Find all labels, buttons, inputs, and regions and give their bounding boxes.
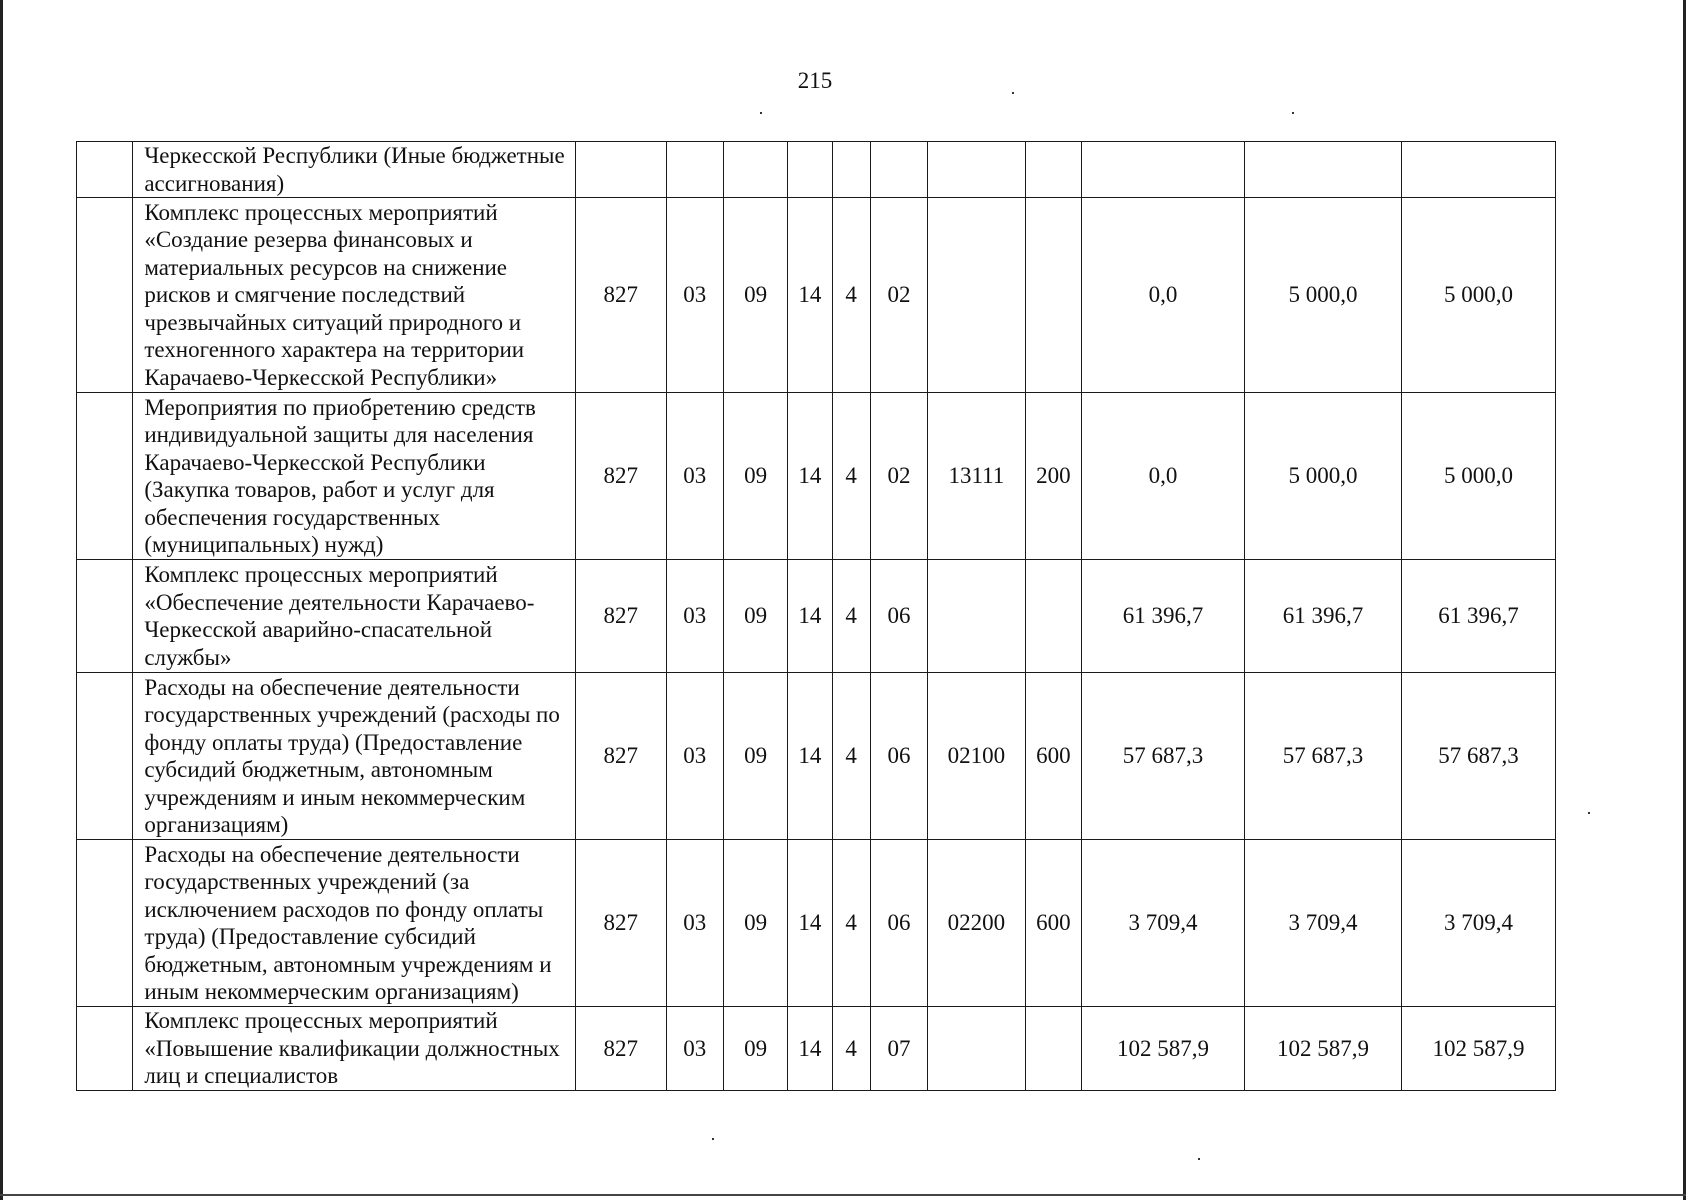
pr-cell: 09 — [723, 198, 787, 393]
amount-year2-cell: 102 587,9 — [1245, 1007, 1402, 1091]
table-row — [77, 198, 1556, 393]
table-row — [77, 142, 1556, 198]
description-cell: Мероприятия по приобретению средств индивидуальной защиты для населения Карачаево-Черкесской Республики (Закупка товаров, работ и услуг для обеспечения государственных (муниципальных) нужд) — [133, 393, 576, 560]
vr-cell — [1025, 142, 1081, 198]
vr-cell: 600 — [1025, 673, 1081, 840]
csr-type-cell: 4 — [832, 198, 870, 393]
csr-complex-cell: 06 — [870, 560, 927, 673]
grbs-cell — [576, 142, 667, 198]
csr-program-cell: 14 — [788, 560, 832, 673]
page-bottom-edge — [0, 1194, 1686, 1196]
csr-program-cell — [788, 142, 832, 198]
csr-complex-cell: 06 — [870, 840, 927, 1007]
table-row — [77, 560, 1556, 673]
csr-direction-cell — [928, 198, 1026, 393]
description-cell: Комплекс процессных мероприятий «Создание резерва финансовых и материальных ресурсов на снижение рисков и смягчение последствий чрезвычайных ситуаций природного и техногенного характера на территории Карачаево-Черкесской Республики» — [133, 198, 576, 393]
amount-year2-cell: 5 000,0 — [1245, 198, 1402, 393]
amount-year2-cell: 5 000,0 — [1245, 393, 1402, 560]
table-row — [77, 840, 1556, 1007]
csr-program-cell: 14 — [788, 198, 832, 393]
amount-year1-cell: 57 687,3 — [1082, 673, 1245, 840]
pr-cell — [723, 142, 787, 198]
scan-speck — [1292, 112, 1294, 114]
row-number-cell — [77, 560, 133, 673]
scan-speck — [760, 112, 762, 114]
amount-year1-cell: 0,0 — [1082, 198, 1245, 393]
pr-cell: 09 — [723, 1007, 787, 1091]
row-number-cell — [77, 142, 133, 198]
csr-program-cell: 14 — [788, 393, 832, 560]
csr-direction-cell: 13111 — [928, 393, 1026, 560]
amount-year1-cell: 0,0 — [1082, 393, 1245, 560]
row-number-cell — [77, 198, 133, 393]
csr-direction-cell — [928, 1007, 1026, 1091]
page-number: 215 — [797, 68, 833, 93]
csr-type-cell: 4 — [832, 560, 870, 673]
scan-speck — [1012, 92, 1014, 94]
rz-cell: 03 — [666, 840, 723, 1007]
amount-year2-cell — [1245, 142, 1402, 198]
table-row — [77, 1007, 1556, 1091]
description-cell: Расходы на обеспечение деятельности государственных учреждений (расходы по фонду оплаты труда) (Предоставление субсидий бюджетным, автономным учреждениям и иным некоммерческим организациям) — [133, 673, 576, 840]
grbs-cell: 827 — [576, 840, 667, 1007]
amount-year1-cell: 102 587,9 — [1082, 1007, 1245, 1091]
amount-year3-cell: 5 000,0 — [1401, 393, 1555, 560]
pr-cell: 09 — [723, 393, 787, 560]
scan-speck — [712, 1138, 714, 1140]
description-cell: Комплекс процессных мероприятий «Повышение квалификации должностных лиц и специалистов — [133, 1007, 576, 1091]
csr-complex-cell — [870, 142, 927, 198]
amount-year2-cell: 61 396,7 — [1245, 560, 1402, 673]
rz-cell: 03 — [666, 1007, 723, 1091]
rz-cell: 03 — [666, 560, 723, 673]
csr-type-cell: 4 — [832, 840, 870, 1007]
amount-year3-cell — [1401, 142, 1555, 198]
pr-cell: 09 — [723, 840, 787, 1007]
rz-cell — [666, 142, 723, 198]
csr-type-cell: 4 — [832, 673, 870, 840]
amount-year2-cell: 57 687,3 — [1245, 673, 1402, 840]
grbs-cell: 827 — [576, 198, 667, 393]
row-number-cell — [77, 1007, 133, 1091]
csr-direction-cell: 02100 — [928, 673, 1026, 840]
page-right-edge — [1683, 0, 1686, 1200]
csr-program-cell: 14 — [788, 1007, 832, 1091]
amount-year3-cell: 3 709,4 — [1401, 840, 1555, 1007]
amount-year1-cell: 3 709,4 — [1082, 840, 1245, 1007]
csr-type-cell: 4 — [832, 393, 870, 560]
csr-type-cell — [832, 142, 870, 198]
vr-cell — [1025, 198, 1081, 393]
amount-year1-cell: 61 396,7 — [1082, 560, 1245, 673]
pr-cell: 09 — [723, 560, 787, 673]
amount-year1-cell — [1082, 142, 1245, 198]
row-number-cell — [77, 840, 133, 1007]
amount-year2-cell: 3 709,4 — [1245, 840, 1402, 1007]
budget-table — [76, 141, 1556, 1091]
grbs-cell: 827 — [576, 1007, 667, 1091]
csr-program-cell: 14 — [788, 840, 832, 1007]
scan-speck — [1198, 1158, 1200, 1160]
amount-year3-cell: 57 687,3 — [1401, 673, 1555, 840]
csr-program-cell: 14 — [788, 673, 832, 840]
row-number-cell — [77, 673, 133, 840]
table-row — [77, 393, 1556, 560]
csr-complex-cell: 07 — [870, 1007, 927, 1091]
csr-complex-cell: 02 — [870, 393, 927, 560]
vr-cell — [1025, 1007, 1081, 1091]
rz-cell: 03 — [666, 393, 723, 560]
grbs-cell: 827 — [576, 560, 667, 673]
csr-direction-cell — [928, 142, 1026, 198]
vr-cell — [1025, 560, 1081, 673]
csr-direction-cell: 02200 — [928, 840, 1026, 1007]
amount-year3-cell: 61 396,7 — [1401, 560, 1555, 673]
rz-cell: 03 — [666, 198, 723, 393]
row-number-cell — [77, 393, 133, 560]
page-left-edge — [0, 0, 3, 1200]
csr-complex-cell: 06 — [870, 673, 927, 840]
grbs-cell: 827 — [576, 673, 667, 840]
scan-speck — [1588, 812, 1590, 814]
vr-cell: 600 — [1025, 840, 1081, 1007]
csr-direction-cell — [928, 560, 1026, 673]
grbs-cell: 827 — [576, 393, 667, 560]
amount-year3-cell: 5 000,0 — [1401, 198, 1555, 393]
pr-cell: 09 — [723, 673, 787, 840]
rz-cell: 03 — [666, 673, 723, 840]
description-cell: Расходы на обеспечение деятельности государственных учреждений (за исключением расходов по фонду оплаты труда) (Предоставление субсидий бюджетным, автономным учреждениям и иным некоммерческим организациям) — [133, 840, 576, 1007]
csr-complex-cell: 02 — [870, 198, 927, 393]
vr-cell: 200 — [1025, 393, 1081, 560]
description-cell: Черкесской Республики (Иные бюджетные ассигнования) — [133, 142, 576, 198]
table-row — [77, 673, 1556, 840]
amount-year3-cell: 102 587,9 — [1401, 1007, 1555, 1091]
description-cell: Комплекс процессных мероприятий «Обеспечение деятельности Карачаево-Черкесской аварийно-спасательной службы» — [133, 560, 576, 673]
csr-type-cell: 4 — [832, 1007, 870, 1091]
